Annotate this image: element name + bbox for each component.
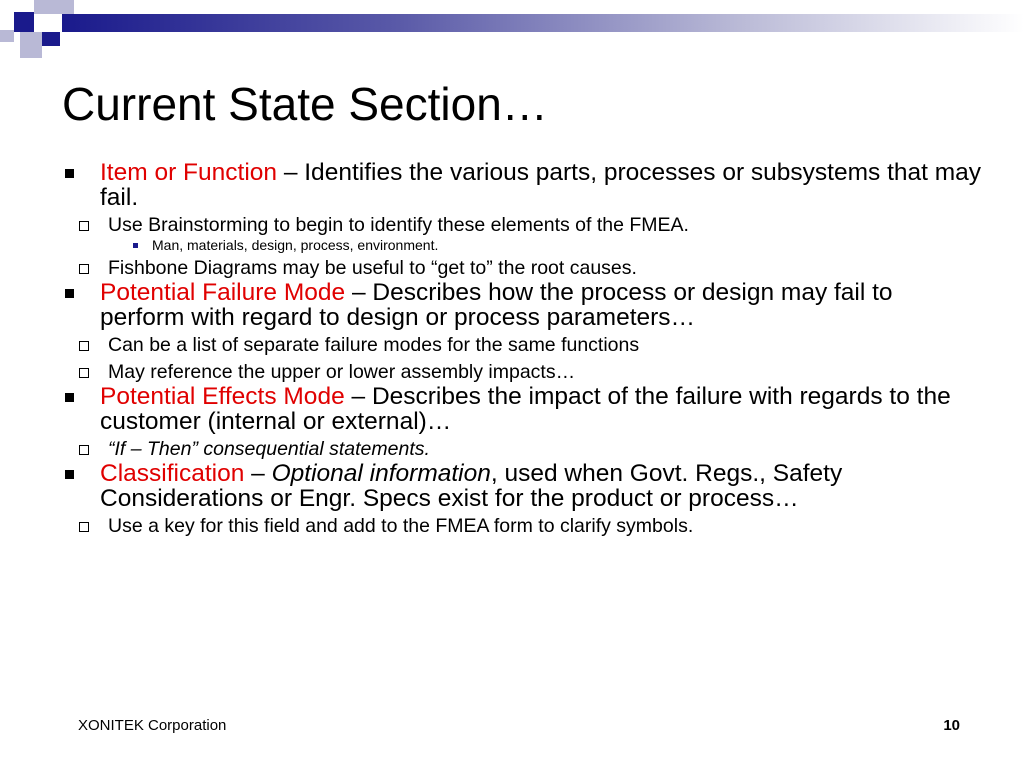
term-label: Potential Effects Mode — [100, 383, 345, 410]
bullet-italic-text: Optional information — [271, 460, 491, 487]
sub-bullet-text: Use Brainstorming to begin to identify these elements of the FMEA. — [108, 214, 689, 236]
sub-bullet-text: Can be a list of separate failure modes for the same functions — [108, 334, 640, 356]
sub-bullet-text: Fishbone Diagrams may be useful to “get to” the root causes. — [108, 257, 637, 279]
slide-content — [62, 160, 982, 538]
header-square-light-2 — [60, 0, 74, 14]
sub-bullet — [62, 437, 982, 461]
sub-bullet — [62, 514, 982, 538]
sub-sub-bullet — [62, 237, 982, 254]
small-square-bullet-icon — [133, 243, 138, 248]
hollow-square-bullet-icon — [79, 368, 89, 378]
sub-bullet — [62, 256, 982, 280]
sub-bullet-text: Use a key for this field and add to the FMEA form to clarify symbols. — [108, 515, 694, 537]
bullet-text: – Identifies the various parts, processes or subsystems that may fail. — [100, 159, 982, 211]
sub-bullet — [62, 360, 982, 384]
hollow-square-bullet-icon — [79, 522, 89, 532]
term-label: Item or Function — [100, 159, 278, 186]
term-label: Potential Failure Mode — [100, 279, 346, 306]
bullet-potential-failure-mode — [62, 280, 982, 330]
page-number: 10 — [943, 717, 960, 734]
sub-bullet-text: May reference the upper or lower assembly impacts… — [108, 361, 576, 383]
sub-bullet-text: “If – Then” consequential statements. — [108, 438, 430, 460]
sub-sub-bullet-text: Man, materials, design, process, environment. — [152, 237, 439, 253]
bullet-text: – Describes the impact of the failure with regards to the customer (internal or external)… — [100, 383, 951, 435]
hollow-square-bullet-icon — [79, 341, 89, 351]
square-bullet-icon — [65, 470, 74, 479]
hollow-square-bullet-icon — [79, 445, 89, 455]
sub-bullet — [62, 213, 982, 237]
slide-title: Current State Section… — [62, 78, 548, 130]
hollow-square-bullet-icon — [79, 221, 89, 231]
bullet-text: – Describes how the process or design may fail to perform with regard to design or process parameters… — [100, 279, 893, 331]
bullet-item-or-function — [62, 160, 982, 210]
bullet-classification — [62, 461, 982, 511]
header-square-dark-2 — [42, 32, 60, 46]
bullet-potential-effects-mode — [62, 384, 982, 434]
hollow-square-bullet-icon — [79, 264, 89, 274]
header-square-light-4 — [0, 30, 14, 42]
square-bullet-icon — [65, 169, 74, 178]
bullet-text: , used when Govt. Regs., Safety Considerations or Engr. Specs exist for the product or process… — [100, 460, 843, 512]
header-square-dark-1 — [14, 12, 34, 32]
header-square-light-3 — [20, 32, 42, 58]
bullet-dash: – — [244, 460, 272, 487]
footer-company: XONITEK Corporation — [78, 717, 227, 734]
term-label: Classification — [100, 460, 245, 487]
header-gradient-bar — [62, 14, 1024, 32]
square-bullet-icon — [65, 289, 74, 298]
sub-bullet — [62, 333, 982, 357]
square-bullet-icon — [65, 393, 74, 402]
header-square-light-1 — [34, 0, 62, 14]
